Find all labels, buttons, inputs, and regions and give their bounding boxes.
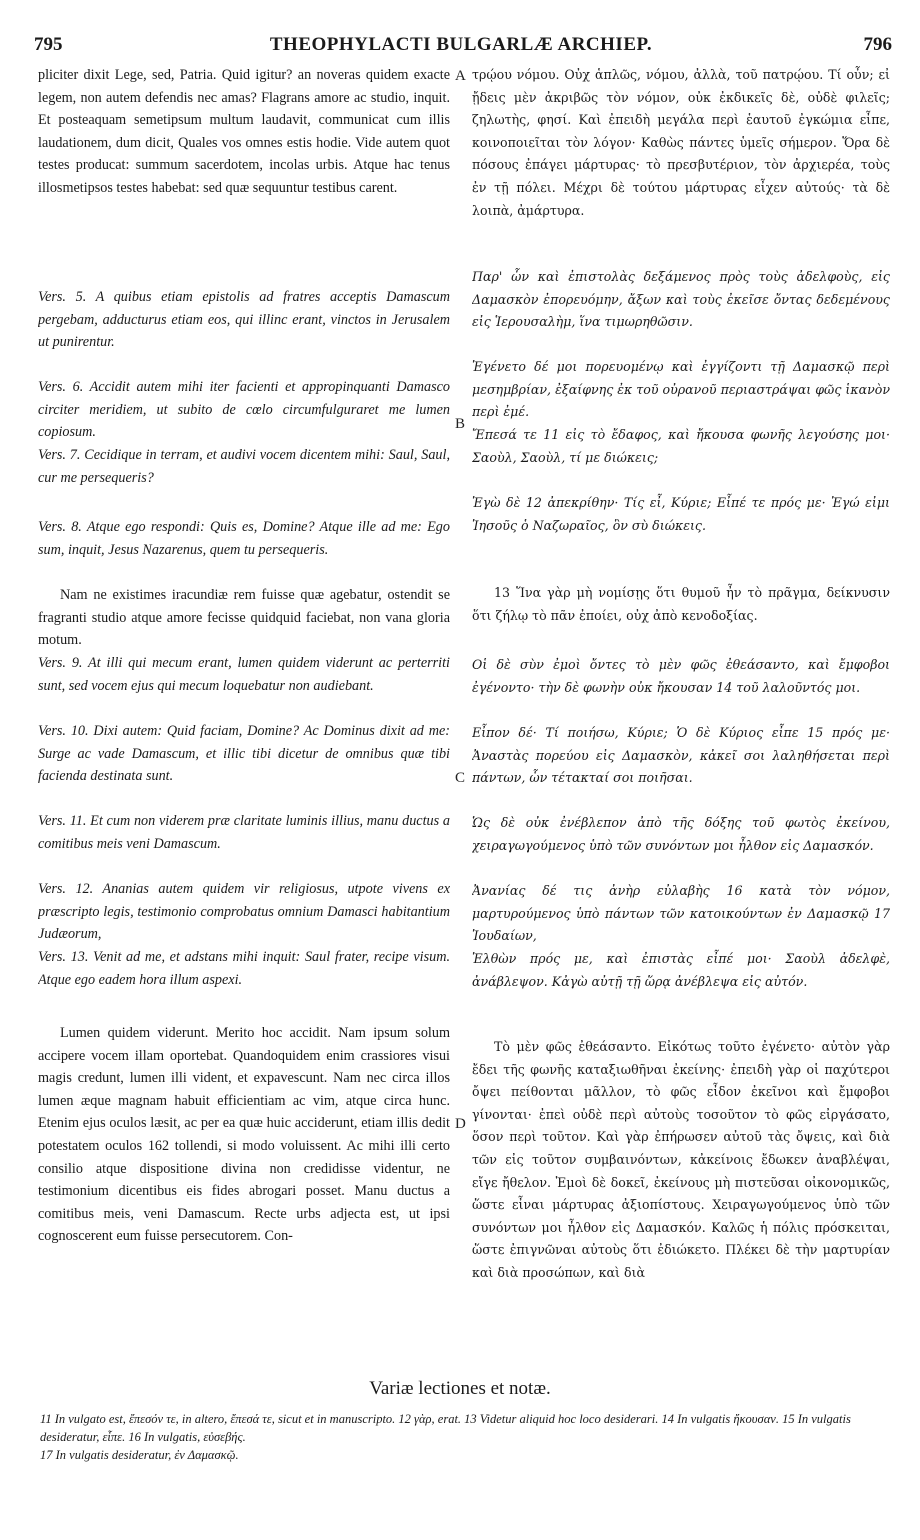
greek-verse: Ἐγένετο δέ μοι πορευομένῳ καὶ ἐγγίζοντι τῇ Δαμασκῷ περὶ μεσημβρίαν, ἐξαίφνης ἐκ τοῦ οὐρανοῦ περιαστράψαι φῶς ἱκανὸν περὶ ἐμέ. (472, 359, 890, 420)
latin-commentary: Lumen quidem viderunt. Merito hoc accidit. Nam ipsum solum accipere vocem illam oportebat. Quandoquidem enim crassiores visui magis credunt, lumen illi vident, et expavescunt. Nam nec circa illos lumen æque magnam habuit efficientiam ac vim, atque circa hunc. Etenim ejus oculos læsit, ac per ea quæ huic acciderunt, etiam illis dedit potestatem oculos 162 tollendi, si modo voluissent. Ac mihi illi certo consilio atque dispositione divina non credidisse videntur, ne testimonium dicentibus eis fides abrogari posset. Manu ductus a comitibus meis, veni Damascum. Recte urbs adjecta est, ut ipsi cognoscerent eum fuisse persecutorem. Con- (38, 1025, 450, 1245)
greek-commentary: Τὸ μὲν φῶς ἐθεάσαντο. Εἰκότως τοῦτο ἐγένετο· αὐτὸν γὰρ ἔδει τῆς φωνῆς καταξιωθῆναι ἐκείνης· ἐπειδὴ γὰρ οἱ παχύτεροι ὄψει πείθονται μᾶλλον, τὸ φῶς εἶδον ἐκεῖνοι καὶ ἔμφοβοι γίνονται· ἐπεὶ οὐδὲ περὶ αὐτοὺς τοσοῦτον τὸ φῶς εἰργάσατο, ὅσον περὶ τοῦτον. Καὶ γὰρ ἐπήρωσεν αὐτοῦ τὰς ὄψεις, καὶ διὰ τῶν εἰς τοῦτον συμβαινόντων, κἀκείνοις ἔδωκεν ἀναβλέψαι, εἴγε ἤθελον. Ἐμοὶ δὲ δοκεῖ, ἐκείνους μὴ πιστεῦσαι οἰκονομικῶς, ὥστε εἶναι μάρτυρας ἀξιοπίστους. Χειραγωγούμενος ὑπὸ τῶν συνόντων μοι ἦλθον εἰς Δαμασκόν. Καλῶς ἡ πόλις πρόσκειται, ὥστε ἐπιγνῶναι αὐτοὺς ὅτι ἐδιώκετο. Πλέκει δὲ τὴν μαρτυρίαν καὶ διὰ προσώπων, καὶ διὰ (472, 1039, 890, 1280)
greek-verse: Οἱ δὲ σὺν ἐμοὶ ὄντες τὸ μὲν φῶς ἐθεάσαντο, καὶ ἔμφοβοι ἐγένοντο· τὴν δὲ φωνὴν οὐκ ἤκουσαν 14 τοῦ λαλοῦντός μοι. (472, 657, 890, 695)
greek-verse: Ἐλθὼν πρός με, καὶ ἐπιστὰς εἶπέ μοι· Σαοὺλ ἀδελφὲ, ἀνάβλεψον. Κἀγὼ αὐτῇ τῇ ὥρᾳ ἀνέβλεψα εἰς αὐτόν. (472, 951, 890, 989)
latin-verse: Vers. 10. Dixi autem: Quid faciam, Domine? Ac Dominus dixit ad me: Surge ac vade Damascum, et illic tibi dicetur de omnibus quæ tibi facienda destinata sunt. (38, 723, 450, 785)
notes-heading: Variæ lectiones et notæ. (369, 1378, 551, 1399)
latin-verse: Vers. 8. Atque ego respondi: Quis es, Domine? Atque ille ad me: Ego sum, inquit, Jesus Nazarenus, quem tu persequeris. (38, 519, 450, 558)
margin-letter-c: C (455, 770, 466, 786)
page-number-right: 796 (863, 34, 892, 55)
margin-letter-b: B (455, 416, 466, 432)
latin-column (38, 64, 450, 1380)
latin-verse: Vers. 9. At illi qui mecum erant, lumen quidem viderunt ac perterriti sunt, sed vocem ejus qui mecum loquebatur non audiebant. (38, 655, 450, 694)
notes-block (40, 1410, 890, 1464)
greek-verse: Ἐγὼ δὲ 12 ἀπεκρίθην· Τίς εἶ, Κύριε; Εἶπέ τε πρός με· Ἐγώ εἰμι Ἰησοῦς ὁ Ναζωραῖος, ὃν σὺ διώκεις. (472, 495, 890, 533)
latin-paragraph: Nam ne existimes iracundiæ rem fuisse quæ agebatur, ostendit se fragranti studio atque amore fecisse quidquid faciebat, non vana gloria motum. (38, 587, 450, 649)
latin-verse: Vers. 11. Et cum non viderem præ claritate luminis illius, manu ductus a comitibus meis veni Damascum. (38, 813, 450, 852)
greek-paragraph: 13 Ἵνα γὰρ μὴ νομίσῃς ὅτι θυμοῦ ἦν τὸ πρᾶγμα, δείκνυσιν ὅτι ζήλῳ τὸ πᾶν ἐποίει, οὐχ ἀπὸ κενοδοξίας. (472, 585, 890, 623)
greek-verse: Ἀνανίας δέ τις ἀνὴρ εὐλαβὴς 16 κατὰ τὸν νόμον, μαρτυρούμενος ὑπὸ πάντων τῶν κατοικούντων ἐν Δαμασκῷ 17 Ἰουδαίων, (472, 883, 890, 944)
note-line: 11 In vulgato est, ἔπεσόν τε, in altero, ἔπεσά τε, sicut et in manuscripto. 12 γὰρ, erat. 13 Videtur aliquid hoc loco desiderari. 14 In vulgatis ἤκουσαν. 15 In vulgatis desideratur, εἶπε. 16 In vulgatis, εὐσεβής. (40, 1412, 851, 1444)
margin-letter-d: D (455, 1116, 466, 1132)
latin-verse: Vers. 7. Cecidique in terram, et audivi vocem dicentem mihi: Saul, Saul, cur me persequeris? (38, 447, 450, 486)
note-line: 17 In vulgatis desideratur, ἐν Δαμασκῷ. (40, 1448, 239, 1462)
greek-verse: Εἶπον δέ· Τί ποιήσω, Κύριε; Ὁ δὲ Κύριος εἶπε 15 πρός με· Ἀναστὰς πορεύου εἰς Δαμασκὸν, κἀκεῖ σοι λαληθήσεται περὶ πάντων, ὧν τέτακταί σοι ποιῆσαι. (472, 725, 890, 786)
latin-verse: Vers. 5. A quibus etiam epistolis ad fratres acceptis Damascum pergebam, adducturus etiam eos, qui illinc erant, vinctos in Jerusalem ut punirentur. (38, 289, 450, 351)
latin-verse: Vers. 13. Venit ad me, et adstans mihi inquit: Saul frater, recipe visum. Atque ego eadem hora illum aspexi. (38, 949, 450, 988)
latin-paragraph: pliciter dixit Lege, sed, Patria. Quid igitur? an noveras quidem exacte legem, non autem defendis nec amas? Flagrans amore ac studio, inquit. Et posteaquam semetipsum multum laudavit, communicat cum illis laudationem, dum dicit, Quales vos omnes estis hodie. Vide autem quot testes producat: summum sacerdotem, incolas urbis. Atque hac tenus illosmetipsos testes habebat: sed quæ sequuntur testibus carent. (38, 67, 450, 196)
latin-verse: Vers. 6. Accidit autem mihi iter facienti et appropinquanti Damasco circiter meridiem, ut subito de cœlo circumfulguraret me lumen copiosum. (38, 379, 450, 441)
greek-verse: Ἔπεσά τε 11 εἰς τὸ ἔδαφος, καὶ ἤκουσα φωνῆς λεγούσης μοι· Σαοὺλ, Σαοὺλ, τί με διώκεις; (472, 427, 890, 465)
margin-letter-a: A (455, 68, 466, 84)
running-title: THEOPHYLACTI BULGARLÆ ARCHIEP. (269, 34, 653, 55)
running-header (30, 34, 892, 58)
greek-verse: Παρ' ὧν καὶ ἐπιστολὰς δεξάμενος πρὸς τοὺς ἀδελφοὺς, εἰς Δαμασκὸν ἐπορευόμην, ἄξων καὶ τοὺς ἐκεῖσε ὄντας δεδεμένους εἰς Ἱερουσαλὴμ, ἵνα τιμωρηθῶσιν. (472, 269, 890, 330)
greek-paragraph: τρῴου νόμου. Οὐχ ἁπλῶς, νόμου, ἀλλὰ, τοῦ πατρῴου. Τί οὖν; εἰ ᾔδεις μὲν ἀκριβῶς τὸν νόμον, οὐκ ἐκδικεῖς δὲ, οὐδὲ φιλεῖς; ζηλωτὴς, φησί. Καὶ ἐπειδὴ μεγάλα περὶ ἑαυτοῦ ἐγκώμια εἶπε, κοινοποιεῖται τὸν λόγον· Καθὼς πάντες ὑμεῖς σήμερον. Ὅρα δὲ πόσους ἐπάγει μάρτυρας· τὸ πρεσβυτέριον, τὸν ἀρχιερέα, τοὺς ἐν τῇ πόλει. Μέχρι δὲ τούτου μάρτυρας εἶχεν αὐτούς· τὰ δὲ λοιπὰ, ἀμάρτυρα. (472, 67, 890, 218)
greek-column (472, 64, 890, 1380)
page-number-left: 795 (34, 34, 63, 55)
latin-verse: Vers. 12. Ananias autem quidem vir religiosus, utpote vivens ex præscripto legis, testimonio comprobatus omnium Damasci habitantium Judæorum, (38, 881, 450, 943)
greek-verse: Ὡς δὲ οὐκ ἐνέβλεπον ἀπὸ τῆς δόξης τοῦ φωτὸς ἐκείνου, χειραγωγούμενος ὑπὸ τῶν συνόντων μοι ἦλθον εἰς Δαμασκόν. (472, 815, 890, 853)
